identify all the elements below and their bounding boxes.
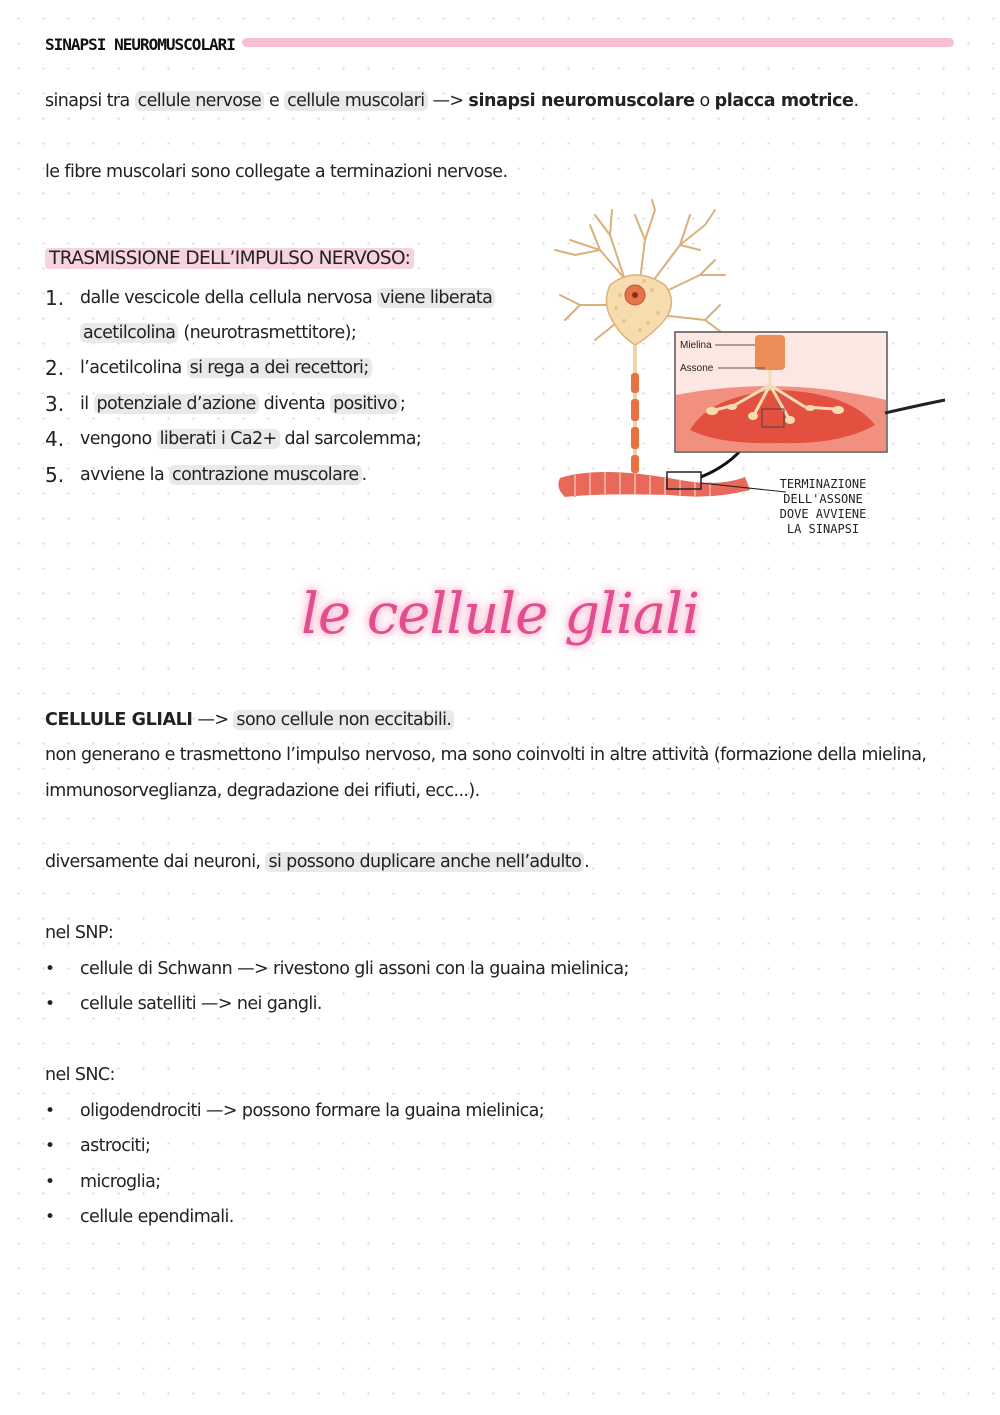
step-highlight: positivo [330,394,400,414]
bullet: • [45,994,56,1014]
step-1-line-1 [80,286,495,310]
step-highlight: potenziale d’azione [94,394,259,414]
intro-text: e [264,91,285,111]
snc-item: oligodendrociti —> possono formare la guaina mielinica; [80,1101,545,1121]
bullet: • [45,959,56,979]
glial-paragraph-1 [45,708,454,732]
snc-heading: nel SNC: [45,1065,115,1085]
bullet: • [45,1172,56,1192]
bold-cellule-gliali: CELLULE GLIALI [45,710,193,730]
bold-sinapsi-neuromuscolare: sinapsi neuromuscolare [468,91,695,111]
glial-paragraph-4 [45,850,589,874]
snp-item: cellule di Schwann —> rivestono gli assoni con la guaina mielinica; [80,959,629,979]
step-highlight: contrazione muscolare [169,465,362,485]
axon-line-right [885,400,945,413]
nucleolus [632,292,638,298]
intro-text: sinapsi tra [45,91,135,111]
label-mielina: Mielina [680,340,712,351]
header-divider-bar [242,38,954,47]
label-assone: Assone [680,363,714,374]
caption-line: TERMINAZIONE [779,477,867,491]
step-highlight: si rega a dei recettori; [187,358,372,378]
highlight-cellule-muscolari: cellule muscolari [284,91,427,111]
highlight-duplicare: si possono duplicare anche nell’adulto [265,852,584,872]
bullet: • [45,1207,56,1227]
snc-item: astrociti; [80,1136,151,1156]
snp-heading: nel SNP: [45,923,114,943]
caption-line: DELL'ASSONE [783,492,863,506]
muscle-fiber [558,472,750,497]
figure-caption [780,477,867,536]
step-1-line-2 [80,321,356,345]
snc-item: cellule ependimali. [80,1207,234,1227]
snc-item: microglia; [80,1172,161,1192]
step-number: 4. [45,427,65,451]
step-text: vengono [80,429,157,449]
glial-text: —> [192,710,234,730]
step-text: (neurotrasmettitore); [178,323,357,343]
step-number: 3. [45,392,65,416]
bullet: • [45,1136,56,1156]
step-2 [80,356,372,380]
step-highlight: liberati i Ca2+ [157,429,280,449]
caption-line: DOVE AVVIENE [779,507,867,521]
step-number: 5. [45,463,65,487]
intro-paragraph-1 [45,89,859,113]
transmission-heading [45,247,414,271]
step-4 [80,427,421,451]
intro-text: o [694,91,715,111]
transmission-heading-text: TRASMISSIONE DELL’IMPULSO NERVOSO: [45,248,414,269]
step-3 [80,392,405,416]
section-title-glial-cells: le cellule gliali [301,582,699,647]
glial-text: diversamente dai neuroni, [45,852,266,872]
snp-item: cellule satelliti —> nei gangli. [80,994,322,1014]
step-text: ; [399,394,406,414]
intro-text: . [853,91,859,111]
step-number: 1. [45,286,65,310]
step-text: l’acetilcolina [80,358,187,378]
intro-text: —> [427,91,469,111]
step-5 [80,463,367,487]
step-text: dal sarcolemma; [279,429,422,449]
caption-line: LA SINAPSI [786,522,860,536]
step-text: . [361,465,367,485]
step-text: diventa [258,394,331,414]
step-text: avviene la [80,465,170,485]
neuromuscular-junction-figure [540,195,960,545]
step-highlight: viene liberata [377,288,495,308]
inset-myelin [755,335,785,370]
highlight-cellule-nervose: cellule nervose [135,91,264,111]
glial-paragraph-3: immunosorveglianza, degradazione dei rifiuti, ecc...). [45,781,480,801]
bullet: • [45,1101,56,1121]
step-number: 2. [45,356,65,380]
highlight-non-eccitabili: sono cellule non eccitabili. [233,710,454,730]
step-text: dalle vescicole della cellula nervosa [80,288,378,308]
step-text: il [80,394,94,414]
intro-paragraph-2: le fibre muscolari sono collegate a terminazioni nervose. [45,162,508,182]
page-header-title: SINAPSI NEUROMUSCOLARI [45,35,235,54]
glial-text: . [584,852,590,872]
step-highlight: acetilcolina [80,323,178,343]
bold-placca-motrice: placca motrice [714,91,854,111]
glial-paragraph-2: non generano e trasmettono l’impulso nervoso, ma sono coinvolti in altre attività (formazione della mielina, [45,745,927,765]
